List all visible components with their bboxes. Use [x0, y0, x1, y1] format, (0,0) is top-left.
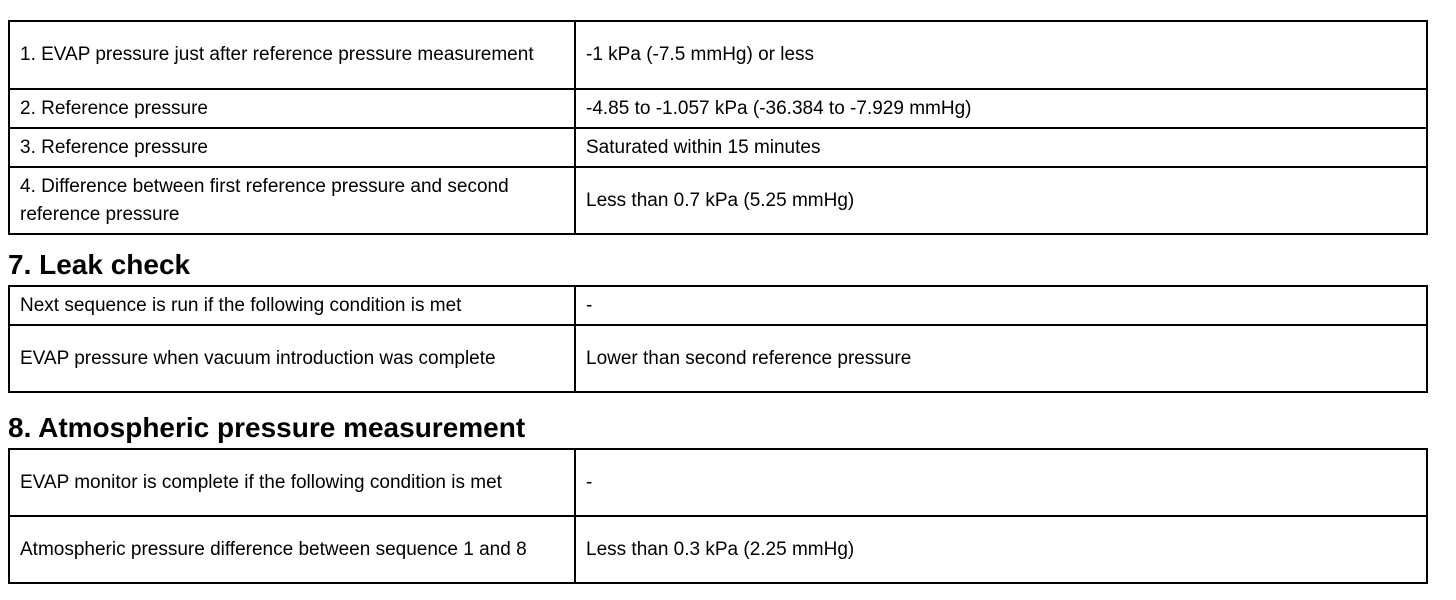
table-row — [9, 89, 1427, 128]
condition-cell: 3. Reference pressure — [9, 128, 575, 167]
value-cell: -1 kPa (-7.5 mmHg) or less — [575, 21, 1427, 89]
table-row — [9, 325, 1427, 392]
value-cell: Less than 0.7 kPa (5.25 mmHg) — [575, 167, 1427, 234]
section-heading-atmospheric-pressure: 8. Atmospheric pressure measurement — [8, 412, 526, 443]
condition-cell: 1. EVAP pressure just after reference pressure measurement — [9, 21, 575, 89]
condition-cell: EVAP pressure when vacuum introduction was complete — [9, 325, 575, 392]
condition-cell: EVAP monitor is complete if the following condition is met — [9, 449, 575, 516]
atmospheric-pressure-table-block — [8, 448, 1426, 584]
table-row — [9, 516, 1427, 583]
table-row — [9, 128, 1427, 167]
table-row — [9, 449, 1427, 516]
condition-cell: Next sequence is run if the following condition is met — [9, 286, 575, 325]
value-cell: Saturated within 15 minutes — [575, 128, 1427, 167]
value-cell: Less than 0.3 kPa (2.25 mmHg) — [575, 516, 1427, 583]
leak-check-table — [8, 285, 1428, 393]
table-row — [9, 167, 1427, 234]
table-row — [9, 286, 1427, 325]
value-cell: Lower than second reference pressure — [575, 325, 1427, 392]
reference-pressure-table-block — [8, 20, 1426, 235]
value-cell: -4.85 to -1.057 kPa (-36.384 to -7.929 mmHg) — [575, 89, 1427, 128]
value-cell: - — [575, 449, 1427, 516]
leak-check-table-block — [8, 285, 1426, 393]
condition-cell: 2. Reference pressure — [9, 89, 575, 128]
atmospheric-pressure-table — [8, 448, 1428, 584]
section-heading-leak-check: 7. Leak check — [8, 249, 191, 280]
reference-pressure-table — [8, 20, 1428, 235]
condition-cell: 4. Difference between first reference pressure and second reference pressure — [9, 167, 575, 234]
table-row — [9, 21, 1427, 89]
value-cell: - — [575, 286, 1427, 325]
condition-cell: Atmospheric pressure difference between sequence 1 and 8 — [9, 516, 575, 583]
